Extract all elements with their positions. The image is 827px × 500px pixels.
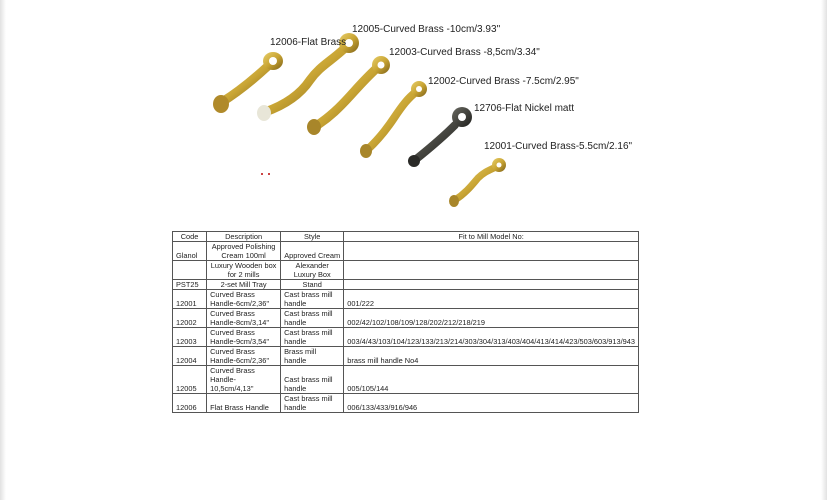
label-12706: 12706-Flat Nickel matt (474, 103, 575, 114)
table-cell: Cast brass mill handle (281, 309, 344, 328)
header-cell: Code (173, 232, 207, 242)
table-cell: Approved Polishing Cream 100ml (207, 242, 281, 261)
label-12003: 12003-Curved Brass -8,5cm/3.34" (389, 47, 540, 58)
header-cell: Style (281, 232, 344, 242)
table-cell: Curved Brass Handle-6cm/2,36'' (207, 347, 281, 366)
table-cell (173, 261, 207, 280)
header-cell: Fit to Mill Model No: (344, 232, 639, 242)
table-cell: Approved Cream (281, 242, 344, 261)
table-row (173, 290, 639, 309)
label-12005: 12005-Curved Brass -10cm/3.93'' (352, 24, 501, 35)
table-row (173, 347, 639, 366)
table-row (173, 309, 639, 328)
table-row (173, 328, 639, 347)
table-cell: 2-set Mill Tray (207, 280, 281, 290)
table-cell: 001/222 (344, 290, 639, 309)
table-header-row (173, 232, 639, 242)
table-cell (344, 280, 639, 290)
table-cell: 12005 (173, 366, 207, 394)
table-cell: 12003 (173, 328, 207, 347)
table-cell: Brass mill handle (281, 347, 344, 366)
handle-12706 (408, 107, 472, 167)
header-cell: Description (207, 232, 281, 242)
table-cell: Curved Brass Handle-9cm/3,54'' (207, 328, 281, 347)
table-row (173, 242, 639, 261)
table-cell: 003/4/43/103/104/123/133/213/214/303/304/313/403/404/413/414/423/503/603/913/943 (344, 328, 639, 347)
spec-table (172, 231, 639, 413)
table-cell (344, 261, 639, 280)
table-cell (344, 242, 639, 261)
handle-12001 (449, 158, 506, 207)
table-cell: 12006 (173, 394, 207, 413)
label-12006: 12006-Flat Brass (270, 37, 347, 48)
table-cell: 002/42/102/108/109/128/202/212/218/219 (344, 309, 639, 328)
table-cell: Cast brass mill handle (281, 366, 344, 394)
table-cell: Cast brass mill handle (281, 290, 344, 309)
table-cell: Cast brass mill handle (281, 394, 344, 413)
handle-12006 (213, 52, 283, 113)
speck (261, 173, 263, 175)
table-cell: Curved Brass Handle-6cm/2,36'' (207, 290, 281, 309)
table-cell: Stand (281, 280, 344, 290)
table-cell: 12001 (173, 290, 207, 309)
table-cell: Curved Brass Handle-8cm/3,14'' (207, 309, 281, 328)
table-cell: Curved Brass Handle-10,5cm/4,13'' (207, 366, 281, 394)
table-cell: Flat Brass Handle (207, 394, 281, 413)
table-cell: 12004 (173, 347, 207, 366)
table-cell: PST25 (173, 280, 207, 290)
handle-12002 (360, 81, 427, 158)
table-row (173, 394, 639, 413)
product-photo (0, 0, 827, 225)
label-12002: 12002-Curved Brass -7.5cm/2.95" (428, 76, 579, 87)
table-cell: Alexander Luxury Box (281, 261, 344, 280)
table-cell: Luxury Wooden box for 2 mills (207, 261, 281, 280)
speck (268, 173, 270, 175)
table-cell: 12002 (173, 309, 207, 328)
table-row (173, 366, 639, 394)
table-cell: Glanol (173, 242, 207, 261)
table-cell: brass mill handle No4 (344, 347, 639, 366)
table-cell: 005/105/144 (344, 366, 639, 394)
table-row (173, 261, 639, 280)
table-cell: 006/133/433/916/946 (344, 394, 639, 413)
table-row (173, 280, 639, 290)
table-cell: Cast brass mill handle (281, 328, 344, 347)
label-12001: 12001-Curved Brass-5.5cm/2.16" (484, 141, 633, 152)
